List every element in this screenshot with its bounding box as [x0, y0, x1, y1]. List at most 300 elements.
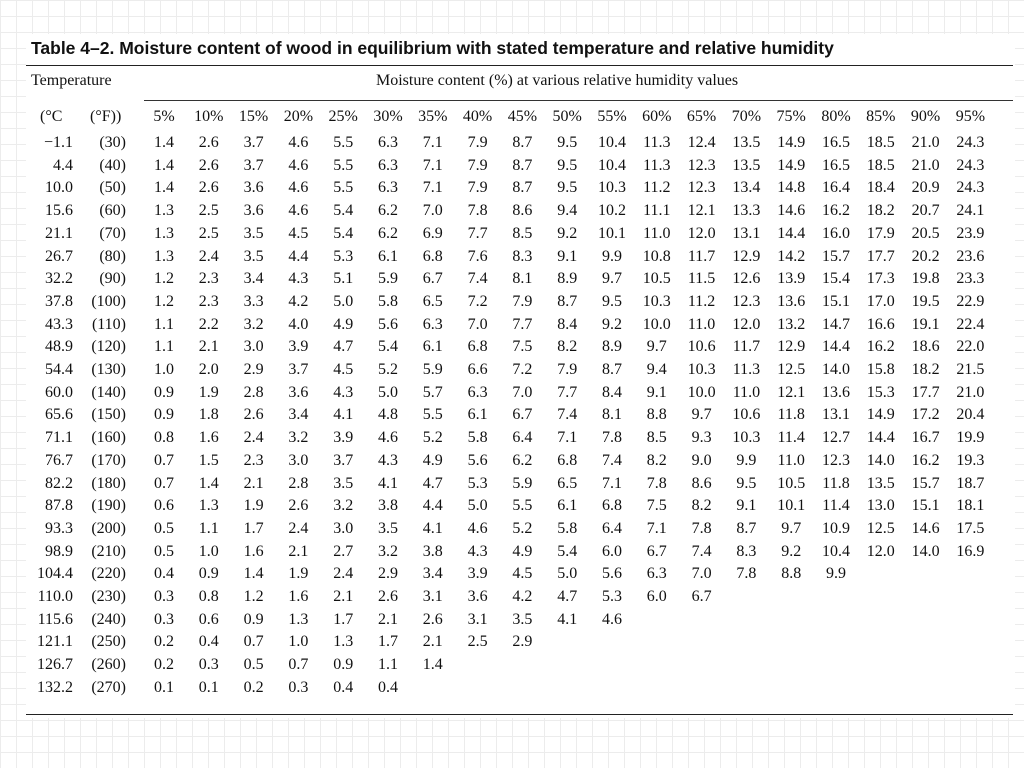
moisture-value-cell: 1.4	[422, 656, 443, 674]
moisture-value-cell: 7.6	[467, 247, 488, 265]
moisture-value-cell: 7.5	[512, 338, 533, 356]
moisture-value-cell: 0.7	[243, 633, 264, 651]
moisture-value-cell: 5.2	[378, 361, 398, 378]
moisture-value-cell: 7.2	[512, 361, 533, 378]
moisture-value-cell: 10.4	[822, 542, 850, 560]
moisture-value-cell: 1.3	[198, 497, 219, 515]
moisture-value-cell: 5.5	[422, 406, 443, 424]
temp-fahrenheit-cell: (260)	[91, 656, 126, 674]
moisture-value-cell: 4.3	[288, 270, 309, 288]
moisture-value-cell: 9.7	[602, 270, 622, 288]
table-row	[26, 293, 1013, 315]
moisture-value-cell: 4.1	[378, 474, 398, 492]
rh-column-header: 55%	[597, 108, 627, 125]
moisture-value-cell: 6.4	[602, 519, 622, 537]
temp-fahrenheit-cell: (60)	[99, 202, 126, 220]
moisture-value-cell: 6.0	[646, 588, 667, 605]
table-row	[26, 679, 1013, 701]
moisture-value-cell: 5.5	[333, 156, 354, 174]
moisture-value-cell: 2.3	[243, 451, 264, 469]
moisture-value-cell: 12.9	[777, 338, 806, 356]
moisture-value-cell: 4.9	[333, 315, 354, 333]
moisture-content-header: Moisture content (%) at various relative humidity values	[376, 72, 739, 89]
moisture-value-cell: 3.2	[378, 542, 398, 560]
moisture-value-cell: 3.9	[467, 565, 488, 583]
moisture-value-cell: 24.3	[956, 156, 985, 174]
moisture-value-cell: 1.9	[198, 383, 219, 401]
moisture-value-cell: 7.1	[422, 179, 443, 197]
moisture-value-cell: 6.1	[467, 406, 488, 424]
moisture-value-cell: 3.6	[243, 179, 264, 197]
moisture-value-cell: 14.9	[777, 134, 806, 151]
moisture-value-cell: 7.1	[422, 134, 443, 151]
moisture-value-cell: 2.6	[243, 406, 264, 424]
temp-celsius-cell: 21.1	[45, 224, 73, 242]
table-row	[26, 202, 1013, 224]
moisture-value-cell: 10.3	[598, 179, 626, 197]
table-row	[26, 588, 1013, 610]
temp-fahrenheit-cell: (150)	[91, 406, 126, 424]
moisture-value-cell: 21.0	[956, 383, 985, 401]
table-row	[26, 565, 1013, 587]
moisture-value-cell: 6.0	[602, 542, 622, 560]
temp-celsius-cell: −1.1	[43, 134, 73, 151]
moisture-value-cell: 7.4	[602, 451, 622, 469]
moisture-value-cell: 7.9	[467, 179, 488, 197]
moisture-value-cell: 6.3	[422, 315, 443, 333]
moisture-value-cell: 5.3	[333, 247, 354, 265]
moisture-value-cell: 2.4	[333, 565, 354, 583]
temp-celsius-cell: 115.6	[37, 610, 73, 628]
moisture-value-cell: 19.3	[956, 451, 985, 469]
moisture-value-cell: 3.3	[243, 292, 264, 310]
moisture-value-cell: 8.1	[512, 270, 533, 288]
moisture-value-cell: 9.7	[781, 519, 802, 537]
moisture-value-cell: 16.6	[866, 315, 895, 333]
moisture-value-cell: 6.7	[646, 542, 667, 560]
moisture-value-cell: 9.4	[557, 202, 578, 220]
moisture-value-cell: 10.4	[598, 156, 626, 174]
moisture-value-cell: 8.7	[512, 179, 533, 197]
moisture-value-cell: 11.0	[643, 224, 671, 242]
moisture-value-cell: 17.3	[866, 270, 895, 288]
moisture-value-cell: 7.0	[512, 383, 533, 401]
rh-column-header: 25%	[328, 108, 358, 125]
moisture-value-cell: 10.5	[642, 270, 671, 288]
moisture-value-cell: 7.1	[646, 519, 667, 537]
moisture-value-cell: 6.8	[467, 338, 488, 356]
moisture-value-cell: 7.7	[467, 224, 488, 242]
header-subrule	[144, 100, 1013, 101]
moisture-value-cell: 10.0	[687, 383, 716, 401]
moisture-value-cell: 6.8	[557, 451, 578, 469]
moisture-value-cell: 5.7	[422, 383, 443, 401]
moisture-value-cell: 21.0	[911, 156, 940, 174]
moisture-value-cell: 3.6	[243, 202, 264, 220]
moisture-value-cell: 4.3	[467, 542, 488, 560]
moisture-value-cell: 0.2	[154, 656, 174, 674]
moisture-value-cell: 10.8	[642, 247, 671, 265]
moisture-value-cell: 1.2	[154, 270, 174, 288]
moisture-value-cell: 2.3	[198, 292, 219, 310]
moisture-value-cell: 4.7	[422, 474, 443, 492]
moisture-value-cell: 10.6	[687, 338, 716, 356]
moisture-value-cell: 13.9	[777, 270, 806, 288]
moisture-value-cell: 4.3	[378, 451, 398, 469]
moisture-value-cell: 24.3	[956, 134, 985, 151]
moisture-value-cell: 0.3	[198, 656, 219, 674]
moisture-value-cell: 14.8	[777, 179, 806, 197]
moisture-value-cell: 5.9	[378, 270, 398, 288]
rh-column-header: 60%	[642, 108, 672, 125]
moisture-value-cell: 6.8	[602, 497, 622, 515]
moisture-value-cell: 12.0	[866, 542, 895, 560]
moisture-value-cell: 2.1	[333, 588, 354, 605]
table-row	[26, 497, 1013, 519]
moisture-value-cell: 12.0	[732, 315, 761, 333]
moisture-value-cell: 17.9	[866, 224, 895, 242]
moisture-value-cell: 0.7	[154, 474, 174, 492]
celsius-header: (°C	[40, 108, 63, 125]
moisture-value-cell: 4.8	[378, 406, 398, 424]
moisture-value-cell: 18.2	[866, 202, 895, 220]
moisture-value-cell: 14.6	[911, 519, 940, 537]
moisture-value-cell: 3.7	[243, 134, 264, 151]
table-row	[26, 656, 1013, 678]
moisture-value-cell: 20.7	[911, 202, 940, 220]
moisture-value-cell: 1.9	[243, 497, 264, 515]
temp-fahrenheit-cell: (180)	[91, 474, 126, 492]
moisture-value-cell: 14.4	[866, 429, 895, 447]
moisture-value-cell: 1.1	[378, 656, 398, 674]
moisture-value-cell: 22.0	[956, 338, 985, 356]
moisture-value-cell: 4.2	[512, 588, 533, 605]
moisture-value-cell: 10.4	[598, 134, 626, 151]
moisture-value-cell: 5.4	[557, 542, 578, 560]
moisture-value-cell: 14.7	[822, 315, 850, 333]
moisture-value-cell: 1.0	[288, 633, 309, 651]
moisture-value-cell: 15.7	[911, 474, 940, 492]
moisture-value-cell: 16.2	[866, 338, 895, 356]
moisture-value-cell: 12.1	[687, 202, 716, 220]
moisture-value-cell: 1.4	[154, 156, 174, 174]
moisture-value-cell: 10.6	[732, 406, 761, 424]
moisture-value-cell: 2.4	[288, 519, 309, 537]
moisture-value-cell: 1.3	[154, 202, 174, 220]
temp-fahrenheit-cell: (30)	[99, 134, 126, 151]
moisture-value-cell: 2.6	[198, 156, 219, 174]
moisture-value-cell: 7.9	[557, 361, 578, 378]
moisture-value-cell: 8.8	[781, 565, 802, 583]
temp-celsius-cell: 71.1	[45, 429, 73, 447]
moisture-value-cell: 12.3	[687, 179, 716, 197]
moisture-value-cell: 5.9	[512, 474, 533, 492]
table-row	[26, 520, 1013, 542]
moisture-value-cell: 14.0	[911, 542, 940, 560]
moisture-value-cell: 6.3	[467, 383, 488, 401]
moisture-value-cell: 5.4	[378, 338, 398, 356]
moisture-value-cell: 1.9	[288, 565, 309, 583]
moisture-value-cell: 9.9	[736, 451, 757, 469]
moisture-value-cell: 8.1	[602, 406, 622, 424]
temp-fahrenheit-cell: (230)	[91, 588, 126, 605]
temp-fahrenheit-cell: (240)	[91, 610, 126, 628]
moisture-value-cell: 2.5	[467, 633, 488, 651]
moisture-value-cell: 0.1	[198, 678, 219, 696]
table-row	[26, 134, 1013, 156]
moisture-value-cell: 3.7	[243, 156, 264, 174]
temp-celsius-cell: 126.7	[37, 656, 73, 674]
moisture-value-cell: 10.1	[598, 224, 626, 242]
moisture-value-cell: 5.4	[333, 202, 354, 220]
moisture-value-cell: 1.6	[288, 588, 309, 605]
moisture-value-cell: 5.5	[333, 134, 354, 151]
moisture-value-cell: 0.4	[198, 633, 219, 651]
moisture-value-cell: 5.9	[422, 361, 443, 378]
moisture-value-cell: 11.2	[643, 179, 671, 197]
moisture-value-cell: 9.3	[691, 429, 712, 447]
moisture-value-cell: 1.8	[198, 406, 219, 424]
moisture-value-cell: 4.6	[467, 519, 488, 537]
moisture-value-cell: 8.5	[512, 224, 533, 242]
moisture-value-cell: 8.3	[512, 247, 533, 265]
moisture-value-cell: 6.9	[422, 224, 443, 242]
moisture-value-cell: 1.1	[154, 338, 174, 356]
moisture-value-cell: 3.9	[288, 338, 309, 356]
table-row	[26, 316, 1013, 338]
moisture-value-cell: 10.2	[598, 202, 626, 220]
moisture-value-cell: 0.5	[154, 519, 174, 537]
moisture-value-cell: 5.8	[467, 429, 488, 447]
moisture-value-cell: 3.4	[422, 565, 443, 583]
moisture-value-cell: 3.0	[288, 451, 309, 469]
moisture-value-cell: 6.1	[422, 338, 443, 356]
moisture-value-cell: 6.3	[646, 565, 667, 583]
moisture-value-cell: 2.1	[288, 542, 309, 560]
temp-celsius-cell: 48.9	[45, 338, 73, 356]
temp-celsius-cell: 37.8	[45, 292, 73, 310]
moisture-value-cell: 8.7	[736, 519, 757, 537]
moisture-value-cell: 19.5	[911, 292, 940, 310]
moisture-value-cell: 9.2	[557, 224, 578, 242]
moisture-value-cell: 3.1	[467, 610, 488, 628]
temp-celsius-cell: 110.0	[37, 588, 73, 605]
moisture-value-cell: 3.4	[288, 406, 309, 424]
moisture-value-cell: 0.3	[154, 588, 174, 605]
moisture-value-cell: 4.6	[288, 202, 309, 220]
moisture-value-cell: 8.3	[736, 542, 757, 560]
moisture-value-cell: 2.6	[288, 497, 309, 515]
moisture-value-cell: 5.3	[467, 474, 488, 492]
rh-column-header: 70%	[731, 108, 762, 125]
moisture-value-cell: 0.5	[243, 656, 264, 674]
temp-celsius-cell: 65.6	[45, 406, 73, 424]
temperature-header: Temperature	[31, 72, 112, 89]
moisture-value-cell: 13.5	[866, 474, 895, 492]
moisture-value-cell: 9.4	[646, 361, 667, 378]
moisture-value-cell: 16.7	[911, 429, 940, 447]
moisture-value-cell: 13.6	[822, 383, 850, 401]
moisture-value-cell: 19.1	[911, 315, 940, 333]
moisture-value-cell: 6.5	[422, 292, 443, 310]
moisture-value-cell: 11.7	[732, 338, 761, 356]
document-page	[26, 34, 1015, 718]
moisture-value-cell: 13.3	[732, 202, 761, 220]
moisture-value-cell: 14.0	[866, 451, 895, 469]
moisture-value-cell: 20.9	[911, 179, 940, 197]
temp-celsius-cell: 76.7	[45, 451, 73, 469]
moisture-value-cell: 7.7	[512, 315, 533, 333]
moisture-value-cell: 9.5	[557, 134, 578, 151]
moisture-value-cell: 3.8	[422, 542, 443, 560]
moisture-value-cell: 7.5	[646, 497, 667, 515]
temp-fahrenheit-cell: (110)	[91, 315, 126, 333]
moisture-value-cell: 9.1	[557, 247, 578, 265]
moisture-value-cell: 4.6	[378, 429, 398, 447]
moisture-value-cell: 13.6	[777, 292, 806, 310]
moisture-value-cell: 11.3	[732, 361, 761, 378]
temp-celsius-cell: 132.2	[37, 678, 73, 696]
moisture-value-cell: 11.5	[687, 270, 716, 288]
temp-fahrenheit-cell: (270)	[91, 678, 126, 696]
temp-celsius-cell: 60.0	[45, 383, 73, 401]
rh-column-header: 85%	[866, 108, 896, 125]
rh-column-header: 5%	[153, 108, 175, 125]
moisture-value-cell: 8.4	[602, 383, 622, 401]
moisture-value-cell: 23.3	[956, 270, 985, 288]
moisture-value-cell: 2.6	[198, 179, 219, 197]
top-rule	[26, 65, 1013, 66]
table-row	[26, 633, 1013, 655]
moisture-value-cell: 0.5	[154, 542, 174, 560]
moisture-value-cell: 6.7	[422, 270, 443, 288]
rh-column-header: 90%	[910, 108, 941, 125]
moisture-value-cell: 5.8	[378, 292, 398, 310]
moisture-value-cell: 16.5	[822, 156, 850, 174]
temp-celsius-cell: 32.2	[45, 270, 73, 288]
moisture-value-cell: 0.8	[154, 429, 174, 447]
rh-column-header: 20%	[283, 108, 314, 125]
temp-fahrenheit-cell: (50)	[99, 179, 126, 197]
moisture-value-cell: 6.2	[378, 202, 398, 220]
moisture-value-cell: 0.9	[154, 406, 174, 424]
moisture-value-cell: 2.1	[198, 338, 219, 356]
moisture-value-cell: 23.9	[956, 224, 985, 242]
moisture-value-cell: 5.0	[467, 497, 488, 515]
moisture-value-cell: 4.6	[288, 134, 309, 151]
moisture-value-cell: 0.4	[378, 678, 398, 696]
moisture-value-cell: 18.6	[911, 338, 940, 356]
moisture-value-cell: 14.2	[777, 247, 806, 265]
rh-column-header: 15%	[238, 108, 269, 125]
moisture-value-cell: 7.1	[422, 156, 443, 174]
table-row	[26, 338, 1013, 360]
temp-celsius-cell: 43.3	[45, 315, 73, 333]
moisture-value-cell: 7.9	[512, 292, 533, 310]
moisture-value-cell: 4.4	[288, 247, 309, 265]
moisture-value-cell: 9.1	[736, 497, 757, 515]
moisture-value-cell: 4.9	[422, 451, 443, 469]
moisture-value-cell: 2.1	[243, 474, 264, 492]
temp-fahrenheit-cell: (160)	[91, 429, 126, 447]
moisture-value-cell: 9.0	[691, 451, 712, 469]
moisture-value-cell: 13.0	[866, 497, 895, 515]
moisture-value-cell: 12.3	[687, 156, 716, 174]
moisture-value-cell: 8.2	[646, 451, 667, 469]
moisture-value-cell: 5.8	[557, 519, 578, 537]
moisture-value-cell: 6.7	[512, 406, 533, 424]
moisture-value-cell: 8.7	[512, 156, 533, 174]
moisture-value-cell: 0.1	[154, 678, 174, 696]
moisture-value-cell: 5.1	[333, 270, 354, 288]
moisture-value-cell: 4.5	[288, 224, 309, 242]
moisture-value-cell: 16.0	[822, 224, 850, 242]
moisture-value-cell: 3.7	[288, 361, 309, 378]
moisture-value-cell: 1.1	[154, 315, 174, 333]
moisture-value-cell: 3.9	[333, 429, 354, 447]
moisture-value-cell: 8.7	[602, 361, 622, 378]
moisture-value-cell: 16.5	[822, 134, 850, 151]
moisture-value-cell: 2.5	[198, 224, 219, 242]
moisture-value-cell: 8.9	[602, 338, 622, 356]
moisture-value-cell: 12.4	[687, 134, 716, 151]
moisture-value-cell: 10.3	[642, 292, 671, 310]
moisture-value-cell: 5.5	[512, 497, 533, 515]
moisture-value-cell: 7.1	[557, 429, 578, 447]
moisture-value-cell: 8.7	[557, 292, 578, 310]
moisture-value-cell: 11.4	[777, 429, 805, 447]
moisture-value-cell: 14.9	[777, 156, 806, 174]
moisture-value-cell: 1.2	[154, 292, 174, 310]
moisture-value-cell: 3.7	[333, 451, 354, 469]
moisture-value-cell: 4.6	[602, 610, 622, 628]
rh-column-header: 65%	[686, 108, 717, 125]
moisture-value-cell: 4.1	[333, 406, 354, 424]
table-row	[26, 248, 1013, 270]
moisture-value-cell: 3.6	[288, 383, 309, 401]
moisture-value-cell: 1.6	[198, 429, 219, 447]
moisture-value-cell: 12.9	[732, 247, 761, 265]
moisture-value-cell: 19.8	[911, 270, 940, 288]
moisture-value-cell: 8.6	[691, 474, 712, 492]
moisture-value-cell: 10.9	[822, 519, 850, 537]
moisture-value-cell: 4.6	[288, 179, 309, 197]
moisture-value-cell: 4.2	[288, 292, 309, 310]
moisture-value-cell: 1.3	[154, 224, 174, 242]
moisture-value-cell: 1.7	[378, 633, 398, 651]
moisture-value-cell: 11.0	[777, 451, 805, 469]
rh-column-header: 75%	[776, 108, 806, 125]
moisture-value-cell: 7.0	[691, 565, 712, 583]
moisture-value-cell: 5.0	[333, 292, 354, 310]
moisture-value-cell: 7.0	[467, 315, 488, 333]
moisture-value-cell: 9.9	[602, 247, 622, 265]
moisture-value-cell: 24.1	[956, 202, 985, 220]
moisture-value-cell: 11.3	[643, 134, 671, 151]
moisture-value-cell: 9.5	[557, 179, 578, 197]
rh-column-header: 40%	[462, 108, 493, 125]
rh-column-header: 45%	[507, 108, 538, 125]
moisture-value-cell: 7.2	[467, 292, 488, 310]
moisture-value-cell: 0.8	[198, 588, 219, 605]
temp-fahrenheit-cell: (210)	[91, 542, 126, 560]
moisture-value-cell: 6.3	[378, 179, 398, 197]
moisture-value-cell: 14.0	[822, 361, 850, 378]
moisture-value-cell: 20.2	[911, 247, 940, 265]
moisture-value-cell: 15.1	[822, 292, 850, 310]
moisture-value-cell: 2.2	[198, 315, 219, 333]
rh-column-header: 50%	[552, 108, 582, 125]
